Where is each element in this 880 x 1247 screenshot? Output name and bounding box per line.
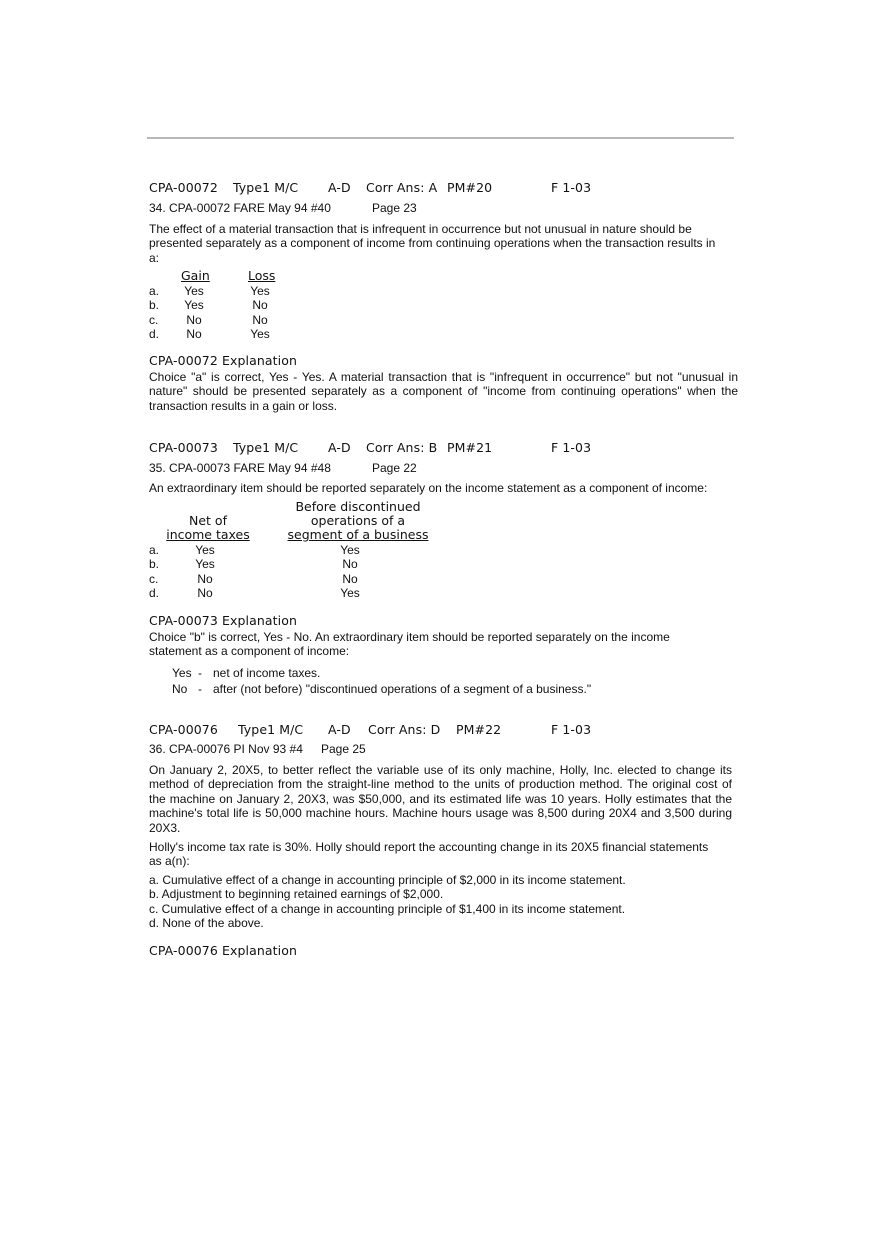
option-loss: Yes bbox=[250, 284, 270, 298]
q3-option-b: b. Adjustment to beginning retained earnings of $2,000. bbox=[149, 887, 444, 901]
option-letter: b. bbox=[149, 557, 160, 571]
option-letter: d. bbox=[149, 327, 160, 341]
q2-page: Page 22 bbox=[372, 461, 417, 475]
option-loss: Yes bbox=[250, 327, 270, 341]
q2-col1-line1: Net of bbox=[189, 513, 227, 528]
option-before-discontinued: Yes bbox=[340, 586, 360, 600]
option-gain: No bbox=[186, 313, 202, 327]
option-before-discontinued: Yes bbox=[340, 543, 360, 557]
option-letter: c. bbox=[149, 313, 159, 327]
q3-option-a: a. Cumulative effect of a change in accounting principle of $2,000 in its income statement. bbox=[149, 873, 626, 887]
q2-range: A-D bbox=[328, 440, 351, 455]
option-before-discontinued: No bbox=[342, 572, 358, 586]
q3-type: Type1 M/C bbox=[238, 722, 304, 737]
q3-explanation-title: CPA-00076 Explanation bbox=[149, 943, 297, 958]
q2-point-yes-label: Yes bbox=[172, 666, 192, 680]
option-net-of-taxes: No bbox=[197, 572, 213, 586]
q1-number: 34. CPA-00072 FARE May 94 #40 bbox=[149, 201, 331, 215]
q3-pm: PM#22 bbox=[456, 722, 502, 737]
q3-question: On January 2, 20X5, to better reflect the variable use of its only machine, Holly, Inc. elected to change its method of depreciation from the straight-line method to the units of production method. The original cost of the machine on January 2, 20X3, was $50,000, and its estimated life was 10 years. Holly estimates that the machine's total life is 50,000 machine hours. Machine hours usage was 8,500 during 20X4 and 3,500 during 20X3. bbox=[149, 763, 732, 835]
q1-range: A-D bbox=[328, 180, 351, 195]
option-net-of-taxes: No bbox=[197, 586, 213, 600]
q1-question: The effect of a material transaction that is infrequent in occurrence but not unusual in nature should be presented separately as a component of income from continuing operations when the transaction results in a: bbox=[149, 222, 716, 265]
q2-id: CPA-00073 bbox=[149, 440, 218, 455]
q3-range: A-D bbox=[328, 722, 351, 737]
option-gain: Yes bbox=[184, 284, 204, 298]
q2-explanation: Choice "b" is correct, Yes - No. An extraordinary item should be reported separately on the income statement as a component of income: bbox=[149, 630, 670, 659]
q3-f: F 1-03 bbox=[551, 722, 592, 737]
q2-point-no-label: No bbox=[172, 682, 188, 696]
q2-type: Type1 M/C bbox=[233, 440, 299, 455]
q3-option-c: c. Cumulative effect of a change in accounting principle of $1,400 in its income statement. bbox=[149, 902, 626, 916]
q2-pm: PM#21 bbox=[447, 440, 493, 455]
q2-col2-line3: segment of a business bbox=[287, 527, 429, 542]
q2-correct-answer: Corr Ans: B bbox=[366, 440, 438, 455]
option-net-of-taxes: Yes bbox=[195, 543, 215, 557]
q3-id: CPA-00076 bbox=[149, 722, 218, 737]
q3-correct-answer: Corr Ans: D bbox=[368, 722, 441, 737]
option-letter: b. bbox=[149, 298, 160, 312]
q1-f: F 1-03 bbox=[551, 180, 592, 195]
option-letter: a. bbox=[149, 284, 160, 298]
q1-type: Type1 M/C bbox=[233, 180, 299, 195]
q1-col-loss: Loss bbox=[248, 268, 276, 283]
q2-col1-line2: income taxes bbox=[166, 527, 250, 542]
q2-number: 35. CPA-00073 FARE May 94 #48 bbox=[149, 461, 331, 475]
q2-point-no-text: after (not before) "discontinued operations of a segment of a business." bbox=[213, 682, 592, 696]
option-gain: No bbox=[186, 327, 202, 341]
option-gain: Yes bbox=[184, 298, 204, 312]
q2-explanation-title: CPA-00073 Explanation bbox=[149, 613, 297, 628]
option-net-of-taxes: Yes bbox=[195, 557, 215, 571]
q3-number: 36. CPA-00076 PI Nov 93 #4 bbox=[149, 742, 303, 756]
q1-explanation: Choice "a" is correct, Yes - Yes. A material transaction that is "infrequent in occurrence" but not "unusual in nature" should be presented separately as a component of "income from continuing operations" when the transaction results in a gain or loss. bbox=[149, 370, 738, 413]
q3-option-d: d. None of the above. bbox=[149, 916, 264, 930]
q3-question-2: Holly's income tax rate is 30%. Holly should report the accounting change in its 20X5 financial statements as a(n): bbox=[149, 840, 709, 869]
option-letter: a. bbox=[149, 543, 160, 557]
option-loss: No bbox=[252, 313, 268, 327]
q3-page: Page 25 bbox=[321, 742, 366, 756]
option-loss: No bbox=[252, 298, 268, 312]
q1-correct-answer: Corr Ans: A bbox=[366, 180, 438, 195]
q2-point-dash: - bbox=[198, 682, 202, 696]
q1-page: Page 23 bbox=[372, 201, 417, 215]
q2-col2-line2: operations of a bbox=[310, 513, 406, 528]
q1-col-gain: Gain bbox=[181, 268, 210, 283]
q2-question: An extraordinary item should be reported separately on the income statement as a component of income: bbox=[149, 481, 708, 495]
q1-id: CPA-00072 bbox=[149, 180, 218, 195]
option-before-discontinued: No bbox=[342, 557, 358, 571]
q2-point-dash: - bbox=[198, 666, 202, 680]
top-divider bbox=[147, 137, 734, 139]
option-letter: d. bbox=[149, 586, 160, 600]
q2-col2-line1: Before discontinued bbox=[295, 499, 421, 514]
q1-explanation-title: CPA-00072 Explanation bbox=[149, 353, 297, 368]
q2-point-yes-text: net of income taxes. bbox=[213, 666, 321, 680]
q1-pm: PM#20 bbox=[447, 180, 493, 195]
option-letter: c. bbox=[149, 572, 159, 586]
q2-f: F 1-03 bbox=[551, 440, 592, 455]
